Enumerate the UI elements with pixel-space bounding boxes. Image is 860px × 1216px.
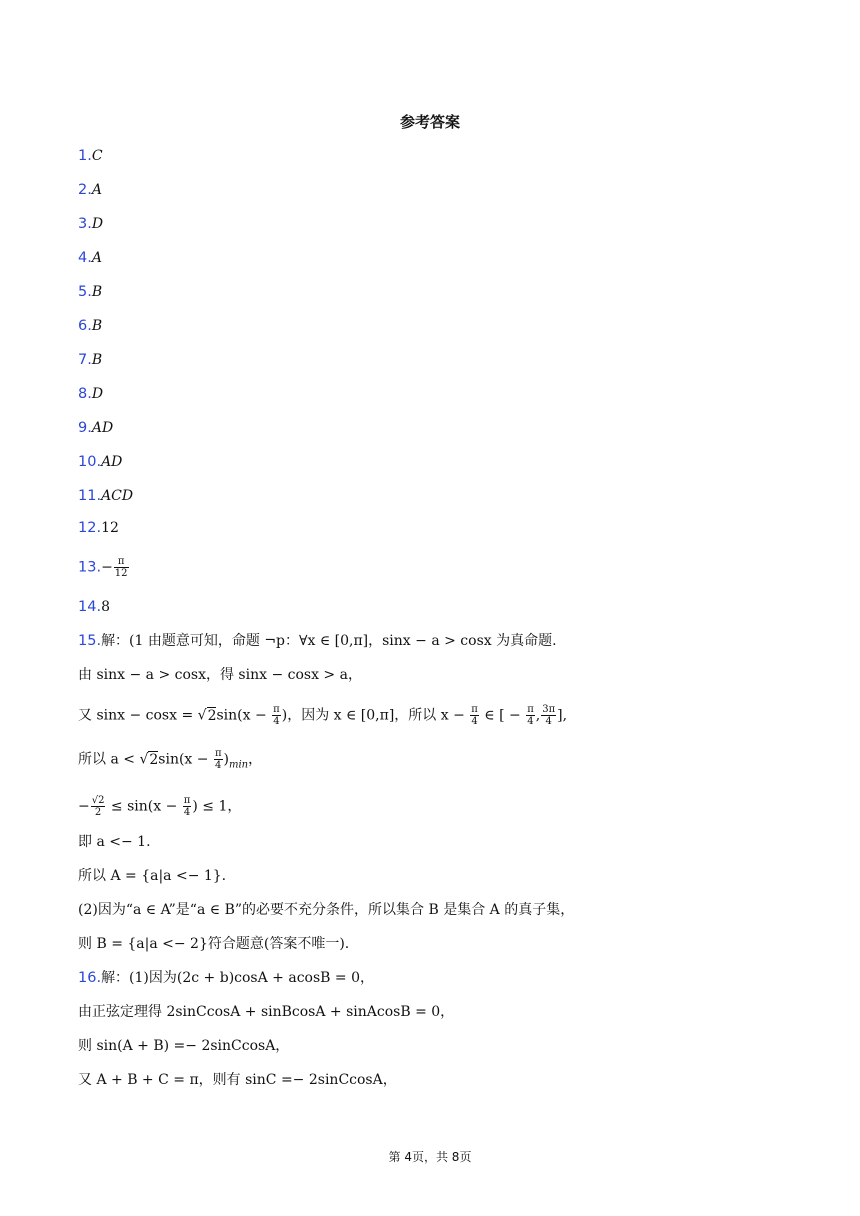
q16-line-1 [78, 968, 374, 988]
fraction-numerator: π [183, 795, 191, 806]
answer-6 [78, 316, 102, 336]
text: ) [223, 751, 229, 768]
q15-line-1 [78, 631, 557, 651]
answer-number: 5. [78, 284, 92, 300]
three-pi-over-4 [541, 704, 556, 727]
answer-number: 4. [78, 250, 92, 266]
question-number: 15. [78, 633, 102, 649]
sqrt2-over-2 [91, 795, 106, 818]
text: ， [248, 751, 263, 768]
answer-number: 6. [78, 318, 92, 334]
q15-line-5 [78, 795, 241, 818]
answer-10 [78, 452, 122, 472]
q15-line-6: 即 a <− 1. [78, 834, 151, 850]
pi-over-4 [526, 704, 535, 727]
answer-value: B [91, 352, 103, 368]
fraction-denominator: 2 [94, 807, 102, 818]
answer-number: 14. [78, 599, 102, 615]
fraction-denominator: 4 [215, 760, 222, 771]
text: ≤ sin(x − [106, 798, 182, 815]
text: ) ≤ 1， [192, 798, 242, 815]
answer-number: 8. [78, 386, 92, 402]
answer-value: D [91, 386, 104, 402]
fraction-denominator: 4 [527, 716, 534, 727]
answer-number: 7. [78, 352, 92, 368]
answer-14 [78, 597, 110, 617]
q16-text: 解：(1)因为(2c + b)cosA + acosB = 0， [101, 970, 374, 986]
answer-number: 3. [78, 216, 92, 232]
answer-number: 12. [78, 520, 102, 536]
answer-2 [78, 180, 102, 200]
fraction-denominator: 4 [471, 716, 478, 727]
answer-11 [78, 486, 133, 506]
text: ], [557, 707, 568, 724]
q15-line-7: 所以 A = {a|a <− 1}. [78, 868, 227, 884]
answer-number: 11. [78, 488, 102, 504]
text: )，因为 x ∈ [0,π]，所以 x − [281, 707, 470, 724]
fraction-denominator: 4 [183, 807, 191, 818]
q15-line-3: 又 sinx − cosx = √2sin(x − $\frac{\pi}{4}$ )，因为 x ∈ [0,π]，所以 x − $\frac{\pi}{4}$ ∈ [ − $\frac{\pi}{4}$ , $\frac{3\pi}{4}$ ], [78, 704, 568, 727]
answer-sign: − [101, 559, 113, 576]
answer-number: 13. [78, 559, 102, 576]
answer-7 [78, 350, 102, 370]
text: sin(x − [216, 707, 272, 724]
text: , [535, 707, 541, 724]
answer-value: D [91, 216, 104, 232]
question-number: 16. [78, 970, 102, 986]
answer-value: 8 [101, 599, 110, 615]
q16-line-3: 则 sin(A + B) =− 2sinCcosA， [78, 1038, 290, 1054]
answer-1 [78, 146, 103, 166]
text: sin(x − [158, 751, 213, 768]
answer-fraction [114, 556, 129, 579]
answer-value: B [91, 318, 103, 334]
q15-line-2: 由 sinx − a > cosx，得 sinx − cosx > a， [78, 667, 362, 683]
q16-line-4: 又 A + B + C = π，则有 sinC =− 2sinCcosA， [78, 1072, 397, 1088]
answer-value: A [91, 182, 102, 198]
pi-over-4 [470, 704, 479, 727]
fraction-denominator: 4 [273, 716, 280, 727]
answer-value: A [91, 250, 102, 266]
pi-over-4 [214, 748, 223, 771]
answer-number: 1. [78, 148, 92, 164]
answer-3 [78, 214, 103, 234]
answer-9 [78, 418, 113, 438]
answer-value: B [91, 284, 103, 300]
fraction-numerator: π [114, 556, 129, 568]
fraction-numerator: √2 [91, 795, 105, 806]
fraction-numerator: π [273, 704, 280, 715]
pi-over-4 [272, 704, 281, 727]
text: − [78, 798, 90, 815]
pi-over-4 [183, 795, 192, 818]
answer-12 [78, 518, 119, 538]
answer-number: 9. [78, 420, 92, 436]
answer-4 [78, 248, 102, 268]
text: 所以 a < [78, 751, 140, 768]
answer-value: AD [91, 420, 114, 436]
q15-text: 解：(1 由题意可知，命题 ¬p：∀x ∈ [0,π]，sinx − a > cosx 为真命题. [101, 633, 557, 649]
fraction-numerator: π [527, 704, 534, 715]
q15-line-9: 则 B = {a|a <− 2}符合题意(答案不唯一). [78, 936, 350, 952]
fraction-denominator: 12 [114, 568, 128, 579]
answer-value: ACD [101, 488, 134, 504]
fraction-numerator: π [471, 704, 478, 715]
page-title: 参考答案 [399, 113, 460, 131]
answer-value: 12 [101, 520, 119, 536]
sqrt-radicand: 2 [149, 751, 159, 768]
answer-5 [78, 282, 102, 302]
answer-number: 10. [78, 454, 102, 470]
answer-8 [78, 384, 103, 404]
page-footer: 第 4页，共 8页 [388, 1150, 472, 1164]
text: 又 sinx − cosx = [78, 707, 198, 724]
answer-value: C [91, 148, 103, 164]
answer-13 [78, 556, 130, 579]
q15-line-8: (2)因为“a ∈ A”是“a ∈ B”的必要不充分条件，所以集合 B 是集合 A 的真子集， [78, 902, 575, 918]
fraction-numerator: 3π [542, 704, 556, 715]
fraction-denominator: 4 [545, 716, 552, 727]
q15-line-4: 所以 a < √2sin(x − $\frac{\pi}{4}$ )$_{min}$， [78, 748, 263, 771]
answer-number: 2. [78, 182, 92, 198]
fraction-numerator: π [214, 748, 222, 759]
answer-value: AD [101, 454, 123, 470]
q16-line-2: 由正弦定理得 2sinCcosA + sinBcosA + sinAcosB = 0， [78, 1004, 455, 1020]
text: ∈ [ − [479, 707, 526, 724]
subscript: min [229, 759, 249, 771]
sqrt-radicand: 2 [207, 707, 217, 724]
